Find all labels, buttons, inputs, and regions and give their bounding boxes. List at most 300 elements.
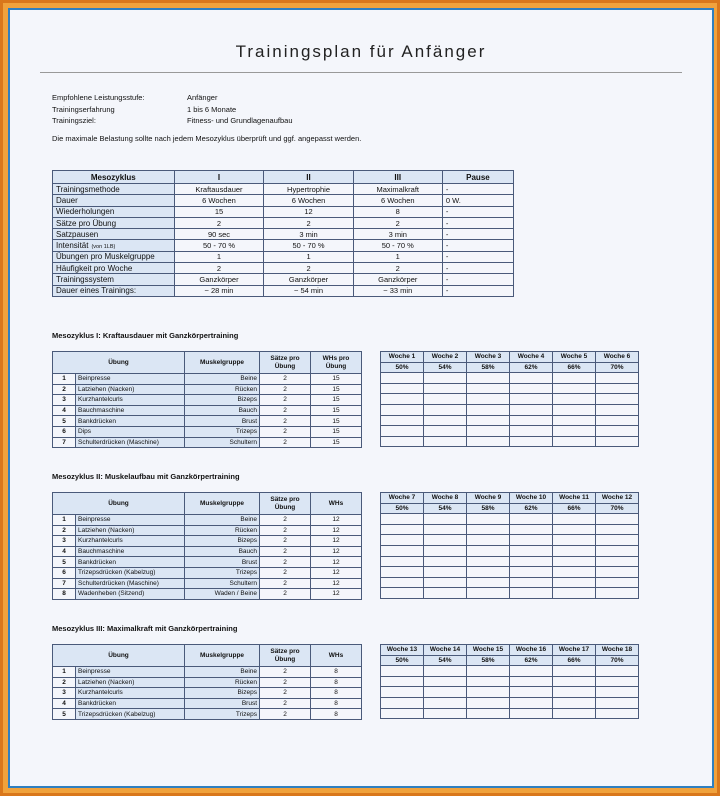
week-log-cell[interactable] xyxy=(553,556,596,567)
info-key: Empfohlene Leistungsstufe: xyxy=(52,93,145,102)
reps-value: 12 xyxy=(311,567,362,578)
sets-value: 2 xyxy=(260,557,311,568)
week-log-cell[interactable] xyxy=(553,588,596,599)
week-log-row xyxy=(381,676,639,687)
week-percent: 50% xyxy=(381,362,424,373)
mesocycle-row-label: Intensität (von 1LB) xyxy=(53,240,175,251)
mesocycle-cell: 0 W. xyxy=(442,195,513,206)
reps-value: 15 xyxy=(311,437,362,448)
week-log-cell[interactable] xyxy=(381,556,424,567)
week-log-cell[interactable] xyxy=(553,676,596,687)
exercise-row xyxy=(53,515,362,526)
load-note: Die maximale Belastung sollte nach jedem Mesozyklus überprüft und ggf. angepasst werden. xyxy=(52,134,362,143)
week-log-row xyxy=(381,666,639,677)
reps-value: 15 xyxy=(311,426,362,437)
mesocycle-cell: - xyxy=(442,217,513,228)
week-percent: 58% xyxy=(467,655,510,666)
exercise-row xyxy=(53,525,362,536)
week-log-cell[interactable] xyxy=(381,708,424,719)
exercise-number: 1 xyxy=(53,374,76,385)
mesocycle-cell: 2 xyxy=(353,217,442,228)
week-log-cell[interactable] xyxy=(424,577,467,588)
exercise-number: 3 xyxy=(53,395,76,406)
week-log-cell[interactable] xyxy=(596,588,639,599)
week-log-cell[interactable] xyxy=(467,415,510,426)
reps-value: 12 xyxy=(311,515,362,526)
mesocycle-row xyxy=(53,274,514,285)
exercise-header-row xyxy=(53,645,362,667)
week-percent: 58% xyxy=(467,362,510,373)
week-log-cell[interactable] xyxy=(467,697,510,708)
section-title: Mesozyklus II: Muskelaufbau mit Ganzkörpertraining xyxy=(52,472,240,481)
week-log-cell[interactable] xyxy=(467,556,510,567)
mesocycle-row xyxy=(53,195,514,206)
muscle-group: Trizeps xyxy=(185,426,260,437)
exercise-row xyxy=(53,688,362,699)
week-log-cell[interactable] xyxy=(596,687,639,698)
week-log-cell[interactable] xyxy=(381,436,424,447)
week-log-cell[interactable] xyxy=(467,687,510,698)
week-log-cell[interactable] xyxy=(424,514,467,525)
mesocycle-cell: 90 sec xyxy=(174,229,264,240)
week-log-cell[interactable] xyxy=(510,577,553,588)
week-log-cell[interactable] xyxy=(510,708,553,719)
exercise-number: 7 xyxy=(53,578,76,589)
muscle-group: Beine xyxy=(185,374,260,385)
week-log-cell[interactable] xyxy=(510,588,553,599)
mesocycle-row-label: Trainingssystem xyxy=(53,274,175,285)
exercise-header-muskel: Muskelgruppe xyxy=(185,493,260,515)
week-header: Woche 18 xyxy=(596,645,639,656)
week-header: Woche 7 xyxy=(381,493,424,504)
exercise-header-uebung: Übung xyxy=(53,352,185,374)
week-log-cell[interactable] xyxy=(424,394,467,405)
week-log-cell[interactable] xyxy=(596,436,639,447)
week-log-cell[interactable] xyxy=(467,514,510,525)
week-log-cell[interactable] xyxy=(553,436,596,447)
week-log-cell[interactable] xyxy=(467,535,510,546)
week-log-cell[interactable] xyxy=(381,514,424,525)
week-log-cell[interactable] xyxy=(381,545,424,556)
week-log-cell[interactable] xyxy=(424,545,467,556)
week-log-cell[interactable] xyxy=(381,676,424,687)
week-log-row xyxy=(381,556,639,567)
week-percent: 70% xyxy=(596,362,639,373)
mesocycle-header-cell: Pause xyxy=(442,171,513,184)
exercise-header-uebung: Übung xyxy=(53,645,185,667)
percent-row xyxy=(381,655,639,666)
week-log-row xyxy=(381,373,639,384)
week-log-cell[interactable] xyxy=(510,687,553,698)
muscle-group: Rücken xyxy=(185,384,260,395)
week-log-cell[interactable] xyxy=(553,567,596,578)
mesocycle-cell: 1 xyxy=(174,251,264,262)
week-log-cell[interactable] xyxy=(596,545,639,556)
mesocycle-row-label: Dauer xyxy=(53,195,175,206)
mesocycle-row-label: Dauer eines Trainings: xyxy=(53,285,175,296)
week-log-row xyxy=(381,535,639,546)
week-log-cell[interactable] xyxy=(596,426,639,437)
exercise-number: 3 xyxy=(53,688,76,699)
exercise-number: 8 xyxy=(53,589,76,600)
percent-row xyxy=(381,362,639,373)
week-log-cell[interactable] xyxy=(381,415,424,426)
week-header-row xyxy=(381,645,639,656)
percent-row xyxy=(381,503,639,514)
week-header: Woche 8 xyxy=(424,493,467,504)
sets-value: 2 xyxy=(260,677,311,688)
week-log-cell[interactable] xyxy=(553,535,596,546)
week-log-cell[interactable] xyxy=(596,394,639,405)
week-percent: 54% xyxy=(424,655,467,666)
mesocycle-cell: 2 xyxy=(264,217,353,228)
muscle-group: Bizeps xyxy=(185,688,260,699)
week-log-cell[interactable] xyxy=(381,697,424,708)
document-page xyxy=(8,8,714,788)
reps-value: 8 xyxy=(311,677,362,688)
week-log-cell[interactable] xyxy=(553,545,596,556)
week-log-cell[interactable] xyxy=(553,687,596,698)
week-table xyxy=(380,351,639,447)
week-log-cell[interactable] xyxy=(510,666,553,677)
week-percent: 54% xyxy=(424,362,467,373)
exercise-name: Schulterdrücken (Maschine) xyxy=(76,437,185,448)
week-log-cell[interactable] xyxy=(510,676,553,687)
mesocycle-cell: Hypertrophie xyxy=(264,184,353,195)
mesocycle-row xyxy=(53,240,514,251)
week-log-cell[interactable] xyxy=(424,697,467,708)
mesocycle-cell: ~ 33 min xyxy=(353,285,442,296)
week-log-cell[interactable] xyxy=(553,394,596,405)
reps-value: 12 xyxy=(311,536,362,547)
muscle-group: Beine xyxy=(185,515,260,526)
week-log-cell[interactable] xyxy=(424,588,467,599)
week-header: Woche 4 xyxy=(510,352,553,363)
info-block xyxy=(52,92,293,127)
week-log-cell[interactable] xyxy=(596,556,639,567)
muscle-group: Rücken xyxy=(185,525,260,536)
mesocycle-cell: 50 - 70 % xyxy=(174,240,264,251)
week-log-cell[interactable] xyxy=(596,708,639,719)
exercise-name: Latziehen (Nacken) xyxy=(76,677,185,688)
mesocycle-cell: 2 xyxy=(174,217,264,228)
week-log-cell[interactable] xyxy=(424,708,467,719)
week-percent: 54% xyxy=(424,503,467,514)
sets-value: 2 xyxy=(260,525,311,536)
intensity-suffix: (von 1LB) xyxy=(91,244,116,251)
sets-value: 2 xyxy=(260,536,311,547)
week-log-cell[interactable] xyxy=(467,383,510,394)
mesocycle-cell: 6 Wochen xyxy=(174,195,264,206)
mesocycle-cell: 6 Wochen xyxy=(353,195,442,206)
week-log-cell[interactable] xyxy=(596,697,639,708)
exercise-header-whs: WHs xyxy=(311,493,362,515)
exercise-name: Bankdrücken xyxy=(76,416,185,427)
reps-value: 12 xyxy=(311,578,362,589)
mesocycle-row-label: Sätze pro Übung xyxy=(53,217,175,228)
week-log-cell[interactable] xyxy=(381,394,424,405)
muscle-group: Brust xyxy=(185,698,260,709)
section-title: Mesozyklus I: Kraftausdauer mit Ganzkörpertraining xyxy=(52,331,239,340)
week-log-row xyxy=(381,588,639,599)
week-log-cell[interactable] xyxy=(596,666,639,677)
reps-value: 12 xyxy=(311,546,362,557)
week-log-row xyxy=(381,394,639,405)
sets-value: 2 xyxy=(260,546,311,557)
sets-value: 2 xyxy=(260,667,311,678)
week-log-row xyxy=(381,383,639,394)
mesocycle-row-label: Wiederholungen xyxy=(53,206,175,217)
week-log-cell[interactable] xyxy=(381,426,424,437)
week-percent: 66% xyxy=(553,503,596,514)
week-log-cell[interactable] xyxy=(467,676,510,687)
exercise-row xyxy=(53,426,362,437)
mesocycle-cell: 50 - 70 % xyxy=(264,240,353,251)
week-log-cell[interactable] xyxy=(467,666,510,677)
exercise-row xyxy=(53,384,362,395)
week-log-cell[interactable] xyxy=(553,514,596,525)
mesocycle-row-label: Satzpausen xyxy=(53,229,175,240)
week-log-cell[interactable] xyxy=(553,383,596,394)
exercise-number: 4 xyxy=(53,546,76,557)
week-log-cell[interactable] xyxy=(553,524,596,535)
week-log-cell[interactable] xyxy=(467,524,510,535)
week-log-cell[interactable] xyxy=(424,567,467,578)
week-log-cell[interactable] xyxy=(381,588,424,599)
week-log-cell[interactable] xyxy=(510,567,553,578)
week-log-cell[interactable] xyxy=(553,666,596,677)
week-log-cell[interactable] xyxy=(467,588,510,599)
week-log-cell[interactable] xyxy=(596,404,639,415)
sets-value: 2 xyxy=(260,709,311,720)
week-log-cell[interactable] xyxy=(467,567,510,578)
exercise-name: Kurzhantelcurls xyxy=(76,688,185,699)
week-log-cell[interactable] xyxy=(467,577,510,588)
sets-value: 2 xyxy=(260,395,311,406)
week-log-cell[interactable] xyxy=(596,524,639,535)
page-title: Trainingsplan für Anfänger xyxy=(235,42,487,61)
week-log-cell[interactable] xyxy=(553,415,596,426)
week-log-cell[interactable] xyxy=(381,577,424,588)
exercise-name: Latziehen (Nacken) xyxy=(76,525,185,536)
week-log-cell[interactable] xyxy=(510,373,553,384)
week-log-row xyxy=(381,708,639,719)
mesocycle-row xyxy=(53,206,514,217)
mesocycle-cell: 3 min xyxy=(264,229,353,240)
mesocycle-row-label: Übungen pro Muskelgruppe xyxy=(53,251,175,262)
week-log-cell[interactable] xyxy=(424,666,467,677)
week-log-cell[interactable] xyxy=(596,383,639,394)
week-percent: 70% xyxy=(596,503,639,514)
sets-value: 2 xyxy=(260,426,311,437)
exercise-name: Wadenheben (Sitzend) xyxy=(76,589,185,600)
week-log-cell[interactable] xyxy=(596,514,639,525)
reps-value: 12 xyxy=(311,557,362,568)
week-log-cell[interactable] xyxy=(381,404,424,415)
week-percent: 70% xyxy=(596,655,639,666)
week-log-cell[interactable] xyxy=(510,514,553,525)
mesocycle-cell: 2 xyxy=(353,263,442,274)
mesocycle-cell: 15 xyxy=(174,206,264,217)
muscle-group: Bizeps xyxy=(185,536,260,547)
week-log-cell[interactable] xyxy=(553,708,596,719)
mesocycle-cell: 1 xyxy=(353,251,442,262)
week-log-cell[interactable] xyxy=(510,415,553,426)
mesocycle-header-row xyxy=(53,171,514,184)
week-log-cell[interactable] xyxy=(424,535,467,546)
mesocycle-cell: Ganzkörper xyxy=(353,274,442,285)
exercise-header-row xyxy=(53,493,362,515)
exercise-header-saetze: Sätze pro Übung xyxy=(260,645,311,667)
exercise-number: 5 xyxy=(53,709,76,720)
week-log-cell[interactable] xyxy=(381,666,424,677)
week-log-cell[interactable] xyxy=(467,708,510,719)
reps-value: 8 xyxy=(311,698,362,709)
exercise-name: Trizepsdrücken (Kabelzug) xyxy=(76,567,185,578)
mesocycle-cell: Ganzkörper xyxy=(174,274,264,285)
week-log-cell[interactable] xyxy=(510,404,553,415)
week-log-cell[interactable] xyxy=(424,404,467,415)
week-log-cell[interactable] xyxy=(596,676,639,687)
week-log-cell[interactable] xyxy=(381,567,424,578)
exercise-number: 5 xyxy=(53,557,76,568)
week-log-row xyxy=(381,415,639,426)
sets-value: 2 xyxy=(260,578,311,589)
muscle-group: Brust xyxy=(185,557,260,568)
week-header-row xyxy=(381,352,639,363)
reps-value: 8 xyxy=(311,667,362,678)
week-percent: 66% xyxy=(553,362,596,373)
sets-value: 2 xyxy=(260,567,311,578)
week-log-cell[interactable] xyxy=(424,415,467,426)
exercise-name: Bankdrücken xyxy=(76,698,185,709)
week-percent: 66% xyxy=(553,655,596,666)
week-percent: 50% xyxy=(381,655,424,666)
week-log-cell[interactable] xyxy=(467,426,510,437)
week-log-row xyxy=(381,404,639,415)
week-log-cell[interactable] xyxy=(467,545,510,556)
week-log-cell[interactable] xyxy=(596,577,639,588)
week-log-cell[interactable] xyxy=(510,383,553,394)
week-header: Woche 3 xyxy=(467,352,510,363)
info-value: Fitness- und Grundlagenaufbau xyxy=(187,116,293,125)
mesocycle-row-label: Häufigkeit pro Woche xyxy=(53,263,175,274)
mesocycle-row xyxy=(53,263,514,274)
info-row xyxy=(52,92,293,104)
week-header: Woche 9 xyxy=(467,493,510,504)
exercise-header-row xyxy=(53,352,362,374)
exercise-name: Kurzhantelcurls xyxy=(76,395,185,406)
week-log-cell[interactable] xyxy=(510,535,553,546)
week-log-cell[interactable] xyxy=(596,415,639,426)
week-log-cell[interactable] xyxy=(553,373,596,384)
muscle-group: Bizeps xyxy=(185,395,260,406)
exercise-number: 2 xyxy=(53,677,76,688)
mesocycle-cell: - xyxy=(442,184,513,195)
week-log-cell[interactable] xyxy=(596,373,639,384)
week-log-cell[interactable] xyxy=(424,687,467,698)
week-log-cell[interactable] xyxy=(553,577,596,588)
week-log-cell[interactable] xyxy=(510,436,553,447)
week-log-cell[interactable] xyxy=(553,426,596,437)
mesocycle-cell: - xyxy=(442,251,513,262)
muscle-group: Bauch xyxy=(185,546,260,557)
mesocycle-cell: Ganzkörper xyxy=(264,274,353,285)
muscle-group: Trizeps xyxy=(185,567,260,578)
week-header: Woche 11 xyxy=(553,493,596,504)
week-log-cell[interactable] xyxy=(424,676,467,687)
exercise-table xyxy=(52,351,362,448)
week-log-cell[interactable] xyxy=(510,545,553,556)
mesocycle-cell: ~ 54 min xyxy=(264,285,353,296)
exercise-name: Bankdrücken xyxy=(76,557,185,568)
sets-value: 2 xyxy=(260,416,311,427)
week-log-cell[interactable] xyxy=(424,426,467,437)
week-header: Woche 16 xyxy=(510,645,553,656)
week-log-cell[interactable] xyxy=(424,436,467,447)
week-log-cell[interactable] xyxy=(424,524,467,535)
mesocycle-cell: - xyxy=(442,285,513,296)
exercise-header-muskel: Muskelgruppe xyxy=(185,645,260,667)
mesocycle-cell: Maximalkraft xyxy=(353,184,442,195)
exercise-header-saetze: Sätze pro Übung xyxy=(260,352,311,374)
week-log-cell[interactable] xyxy=(553,697,596,708)
exercise-header-muskel: Muskelgruppe xyxy=(185,352,260,374)
week-table xyxy=(380,492,639,599)
mesocycle-cell: 2 xyxy=(264,263,353,274)
exercise-row xyxy=(53,709,362,720)
week-header: Woche 1 xyxy=(381,352,424,363)
exercise-name: Beinpresse xyxy=(76,515,185,526)
week-log-cell[interactable] xyxy=(381,383,424,394)
week-log-cell[interactable] xyxy=(381,373,424,384)
week-log-cell[interactable] xyxy=(467,394,510,405)
week-header: Woche 5 xyxy=(553,352,596,363)
exercise-name: Bauchmaschine xyxy=(76,546,185,557)
week-log-cell[interactable] xyxy=(424,383,467,394)
reps-value: 15 xyxy=(311,374,362,385)
week-log-cell[interactable] xyxy=(553,404,596,415)
week-log-cell[interactable] xyxy=(510,426,553,437)
exercise-row xyxy=(53,395,362,406)
week-log-cell[interactable] xyxy=(596,567,639,578)
reps-value: 15 xyxy=(311,405,362,416)
reps-value: 12 xyxy=(311,525,362,536)
week-log-cell[interactable] xyxy=(381,524,424,535)
week-log-cell[interactable] xyxy=(424,373,467,384)
week-log-cell[interactable] xyxy=(510,556,553,567)
week-header-row xyxy=(381,493,639,504)
mesocycle-cell: 3 min xyxy=(353,229,442,240)
week-log-cell[interactable] xyxy=(467,404,510,415)
exercise-row xyxy=(53,578,362,589)
week-log-cell[interactable] xyxy=(510,394,553,405)
week-log-cell[interactable] xyxy=(467,373,510,384)
week-log-cell[interactable] xyxy=(424,556,467,567)
week-log-cell[interactable] xyxy=(510,697,553,708)
week-log-cell[interactable] xyxy=(381,687,424,698)
week-log-cell[interactable] xyxy=(596,535,639,546)
week-log-cell[interactable] xyxy=(467,436,510,447)
week-log-cell[interactable] xyxy=(510,524,553,535)
exercise-name: Latziehen (Nacken) xyxy=(76,384,185,395)
exercise-name: Schulterdrücken (Maschine) xyxy=(76,578,185,589)
week-log-cell[interactable] xyxy=(381,535,424,546)
week-log-row xyxy=(381,567,639,578)
reps-value: 12 xyxy=(311,589,362,600)
week-log-row xyxy=(381,577,639,588)
muscle-group: Bauch xyxy=(185,405,260,416)
